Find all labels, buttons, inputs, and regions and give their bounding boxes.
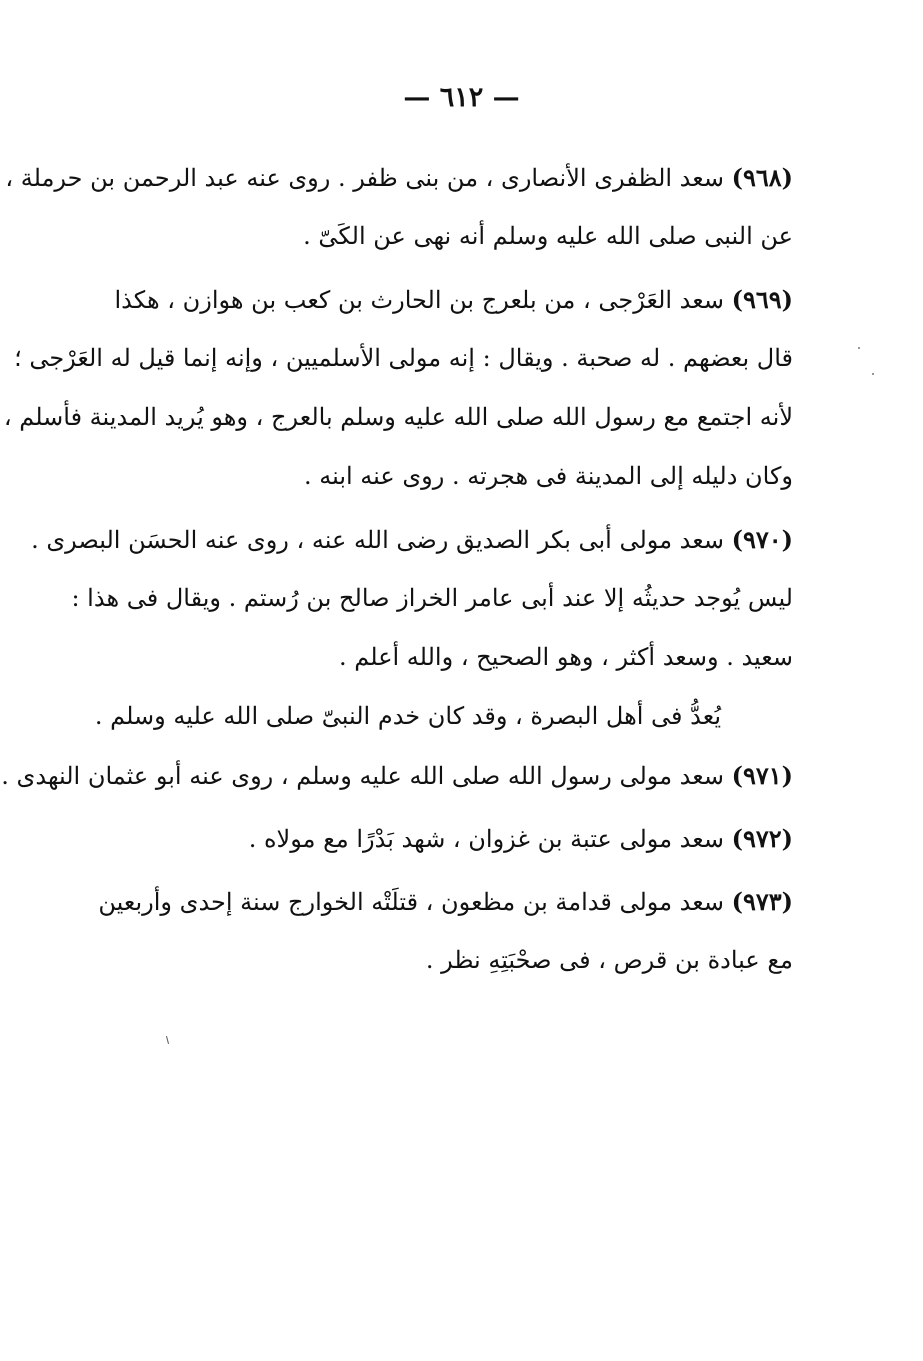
- entry-968-line-1: [5, 148, 793, 207]
- entry-969-text-3: لأنه اجتمع مع رسول الله صلى الله عليه وسلم بالعرج ، وهو يُريد المدينة فأسلم ،: [3, 403, 793, 431]
- entry-969-line-4: [128, 447, 793, 506]
- entry-969-line-1: [114, 270, 793, 329]
- entry-969-text-4: وكان دليله إلى المدينة فى هجرته . روى عنه ابنه .: [303, 462, 793, 490]
- entry-973-text-1: سعد مولى قدامة بن مظعون ، قتلَتْه الخوارج سنة إحدى وأربعين: [98, 888, 724, 916]
- entry-969-line-3: [3, 388, 793, 447]
- entry-970-text-2: ليس يُوجد حديثُه إلا عند أبى عامر الخراز صالح بن رُستم . ويقال فى هذا :: [71, 584, 793, 612]
- entry-971-number: (٩٧١): [731, 761, 793, 790]
- entry-971-text-1: سعد مولى رسول الله صلى الله عليه وسلم ، روى عنه أبو عثمان النهدى .: [1, 762, 724, 790]
- entry-970-line-2: [71, 569, 793, 628]
- entry-971-line-1: [1, 746, 793, 805]
- entry-970-number: (٩٧٠): [731, 525, 793, 554]
- entry-968-number: (٩٦٨): [731, 163, 793, 192]
- scan-mark: [166, 1036, 169, 1044]
- entry-973-text-2: مع عبادة بن قرص ، فى صحْبَتِهِ نظر .: [425, 946, 793, 974]
- page-number: — ٦١٢ —: [403, 82, 520, 113]
- entry-972-line-1: [128, 809, 793, 868]
- entry-970-note-text: يُعدُّ فى أهل البصرة ، وقد كان خدم النبىّ صلى الله عليه وسلم .: [94, 702, 721, 730]
- entry-970-text-3: سعيد . وسعد أكثر ، وهو الصحيح ، والله أعلم .: [339, 643, 793, 671]
- scan-speck: [858, 347, 860, 349]
- entry-969-line-2: [14, 329, 793, 388]
- page-body: [1, 148, 793, 990]
- entry-972-text-1: سعد مولى عتبة بن غزوان ، شهد بَدْرًا مع مولاه .: [248, 825, 724, 853]
- entry-970-note: [94, 687, 793, 746]
- entry-973-line-2: [128, 931, 793, 990]
- entry-969-number: (٩٦٩): [731, 285, 793, 314]
- entry-970-line-1: [31, 510, 793, 569]
- entry-972-number: (٩٧٢): [731, 824, 793, 853]
- entry-968-text-1: سعد الظفرى الأنصارى ، من بنى ظفر . روى عنه عبد الرحمن بن حرملة ،: [5, 164, 724, 192]
- entry-969-text-1: سعد العَرْجى ، من بلعرج بن الحارث بن كعب بن هوازن ، هكذا: [114, 286, 724, 314]
- entry-969-text-2: قال بعضهم . له صحبة . ويقال : إنه مولى الأسلميين ، وإنه إنما قيل له العَرْجى ؛: [14, 344, 793, 372]
- entry-973-line-1: [98, 872, 793, 931]
- entry-970-text-1: سعد مولى أبى بكر الصديق رضى الله عنه ، روى عنه الحسَن البصرى .: [31, 526, 724, 554]
- entry-973-number: (٩٧٣): [731, 887, 793, 916]
- entry-970-line-3: [128, 628, 793, 687]
- entry-968-line-2: [128, 207, 793, 266]
- entry-968-text-2: عن النبى صلى الله عليه وسلم أنه نهى عن الكَىّ .: [303, 222, 793, 250]
- scan-speck: [872, 373, 874, 375]
